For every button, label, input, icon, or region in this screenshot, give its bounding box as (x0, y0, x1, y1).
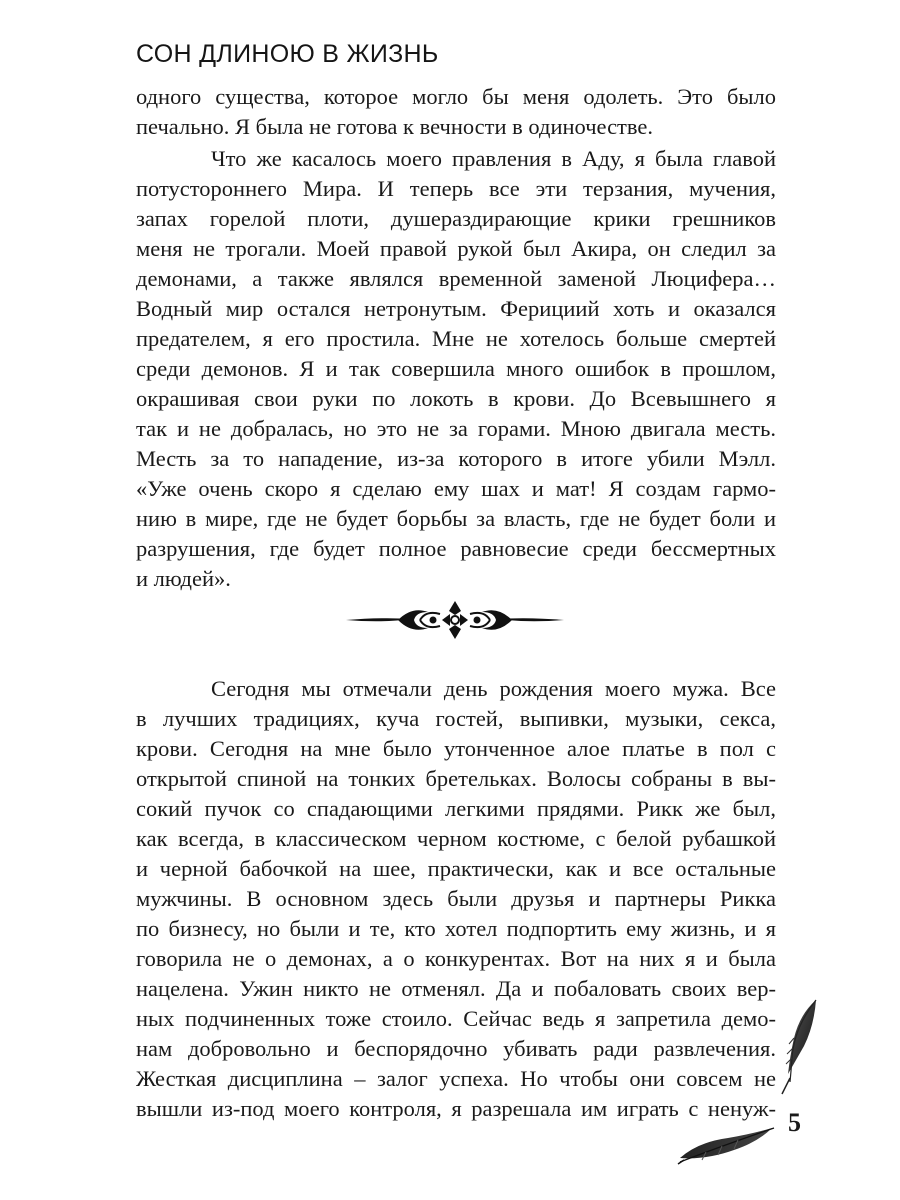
feather-icon (780, 998, 822, 1096)
text-line: Сегодня мы отмечали день рождения моего мужа. Все (211, 676, 776, 701)
ornamental-divider (342, 598, 568, 642)
text-line: нию в мире, где не будет борьбы за власть, где не будет боли и (136, 506, 776, 531)
paragraph-continued (136, 82, 776, 142)
text-line: в лучших традициях, куча гостей, выпивки, музыки, секса, (136, 706, 776, 731)
text-line: нам добровольно и беспорядочно убивать ради развлечения. (136, 1036, 776, 1061)
page-number: 5 (788, 1108, 801, 1137)
text-line: разрушения, где будет полное равновесие среди бессмертных (136, 536, 776, 561)
text-line: окрашивая свои руки по локоть в крови. До Всевышнего я (136, 386, 776, 411)
text-line: ных подчиненных тоже стоило. Сейчас ведь я запретила демо- (136, 1006, 776, 1031)
text-line: печально. Я была не готова к вечности в одиночестве. (136, 114, 653, 139)
text-line: открытой спиной на тонких бретельках. Волосы собраны в вы- (136, 766, 776, 791)
text-line: крови. Сегодня на мне было утонченное алое платье в пол с (136, 736, 776, 761)
text-line: и черной бабочкой на шее, практически, как и все остальные (136, 856, 776, 881)
text-line: потустороннего Мира. И теперь все эти терзания, мучения, (136, 176, 776, 201)
running-header: СОН ДЛИНОЮ В ЖИЗНЬ (136, 40, 439, 68)
text-line: Водный мир остался нетронутым. Ферициий хоть и оказался (136, 296, 776, 321)
text-line: Месть за то нападение, из-за которого в итоге убили Мэлл. (136, 446, 776, 471)
text-line: Что же касалось моего правления в Аду, я была главой (211, 146, 776, 171)
text-line: говорила не о демонах, а о конкурентах. Вот на них я и была (136, 946, 776, 971)
text-line: мужчины. В основном здесь были друзья и партнеры Рикка (136, 886, 776, 911)
text-line: одного существа, которое могло бы меня одолеть. Это было (136, 84, 776, 109)
text-line: по бизнесу, но были и те, кто хотел подпортить ему жизнь, и я (136, 916, 776, 941)
text-line: «Уже очень скоро я сделаю ему шах и мат! Я создам гармо- (136, 476, 776, 501)
text-line: так и не добралась, но это не за горами. Мною двигала месть. (136, 416, 776, 441)
text-line: меня не трогали. Моей правой рукой был Акира, он следил за (136, 236, 776, 261)
text-line: вышли из-под моего контроля, я разрешала им играть с ненуж- (136, 1096, 776, 1121)
feather-icon (676, 1122, 778, 1170)
paragraph-birthday (136, 674, 776, 1124)
text-line: Жесткая дисциплина – залог успеха. Но чтобы они совсем не (136, 1066, 776, 1091)
text-line: предателем, я его простила. Мне не хотелось больше смертей (136, 326, 776, 351)
text-line: и людей». (136, 566, 231, 591)
text-line: как всегда, в классическом черном костюме, с белой рубашкой (136, 826, 776, 851)
paragraph-hell-rule (136, 144, 776, 594)
text-line: запах горелой плоти, душераздирающие крики грешников (136, 206, 776, 231)
text-line: демонами, а также являлся временной заменой Люцифера… (136, 266, 776, 291)
text-line: среди демонов. Я и так совершила много ошибок в прошлом, (136, 356, 776, 381)
text-line: нацелена. Ужин никто не отменял. Да и побаловать своих вер- (136, 976, 776, 1001)
text-line: сокий пучок со спадающими легкими прядями. Рикк же был, (136, 796, 776, 821)
